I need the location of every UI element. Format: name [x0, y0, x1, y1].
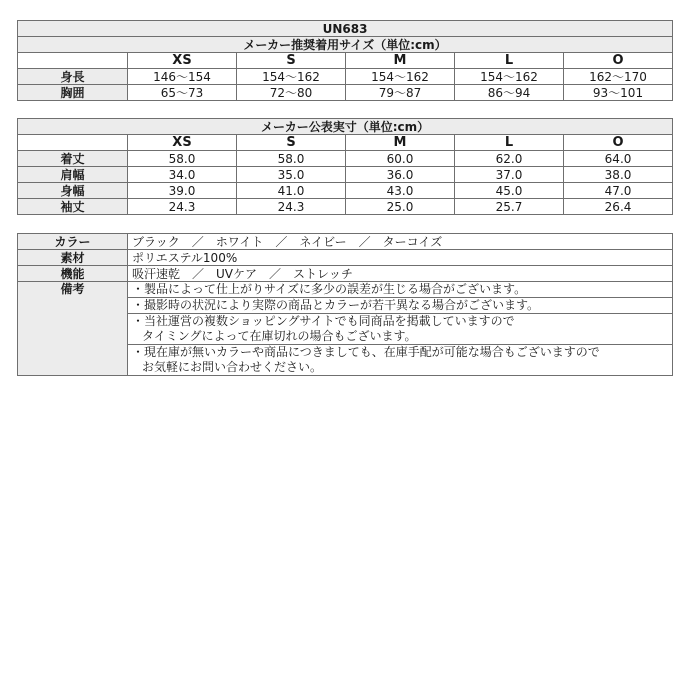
- table-cell: 41.0: [237, 183, 346, 199]
- size-column-header: S: [237, 53, 346, 69]
- color-value: ブラック ／ ホワイト ／ ネイビー ／ ターコイズ: [128, 234, 673, 250]
- measure-table-title: メーカー公表実寸（単位:cm）: [18, 119, 673, 135]
- table-cell: 43.0: [346, 183, 455, 199]
- row-label-body-width: 身幅: [18, 183, 128, 199]
- table-cell: 62.0: [455, 151, 564, 167]
- note-text: ・現在庫が無いカラーや商品につきましても、在庫手配が可能な場合もございますので: [132, 345, 600, 359]
- table-cell: 154～162: [346, 69, 455, 85]
- note-text: ・当社運営の複数ショッピングサイトでも同商品を掲載していますので: [132, 314, 515, 328]
- row-label-height: 身長: [18, 69, 128, 85]
- table-cell: 26.4: [564, 199, 673, 215]
- size-column-header: O: [564, 135, 673, 151]
- size-column-header: L: [455, 135, 564, 151]
- table-cell: 24.3: [237, 199, 346, 215]
- measure-table-corner: [18, 135, 128, 151]
- row-label-sleeve: 袖丈: [18, 199, 128, 215]
- note-text: お気軽にお問い合わせください。: [142, 360, 323, 374]
- note-item: [128, 314, 672, 345]
- table-cell: 58.0: [237, 151, 346, 167]
- note-text: ・製品によって仕上がりサイズに多少の誤差が生じる場合がございます。: [132, 282, 527, 296]
- size-column-header: XS: [128, 135, 237, 151]
- size-column-header: M: [346, 135, 455, 151]
- table-row: [18, 85, 673, 101]
- table-cell: 38.0: [564, 167, 673, 183]
- size-column-header: O: [564, 53, 673, 69]
- note-item: [128, 282, 672, 298]
- recommended-size-table: [17, 20, 673, 101]
- table-cell: 93～101: [564, 85, 673, 101]
- notes-list: [128, 282, 673, 376]
- table-cell: 36.0: [346, 167, 455, 183]
- function-value: 吸汗速乾 ／ UVケア ／ ストレッチ: [128, 266, 673, 282]
- table-cell: 34.0: [128, 167, 237, 183]
- table-cell: 60.0: [346, 151, 455, 167]
- table-cell: 25.7: [455, 199, 564, 215]
- material-value: ポリエステル100%: [128, 250, 673, 266]
- table-row: [18, 151, 673, 167]
- table-row: [18, 234, 673, 250]
- table-cell: 47.0: [564, 183, 673, 199]
- size-column-header: S: [237, 135, 346, 151]
- product-spec-table: [17, 233, 673, 376]
- table-cell: 65～73: [128, 85, 237, 101]
- size-column-header: XS: [128, 53, 237, 69]
- note-item: [128, 298, 672, 314]
- row-label-length: 着丈: [18, 151, 128, 167]
- table-cell: 154～162: [237, 69, 346, 85]
- table-row: [18, 69, 673, 85]
- row-label-shoulder: 肩幅: [18, 167, 128, 183]
- table-cell: 58.0: [128, 151, 237, 167]
- table-cell: 72～80: [237, 85, 346, 101]
- table-cell: 25.0: [346, 199, 455, 215]
- note-text: ・撮影時の状況により実際の商品とカラーが若干異なる場合がございます。: [132, 298, 540, 312]
- color-label: カラー: [18, 234, 128, 250]
- table-cell: 154～162: [455, 69, 564, 85]
- table-row: [18, 250, 673, 266]
- product-code: UN683: [18, 21, 673, 37]
- table-cell: 146～154: [128, 69, 237, 85]
- table-row: [18, 199, 673, 215]
- table-cell: 37.0: [455, 167, 564, 183]
- function-label: 機能: [18, 266, 128, 282]
- actual-measurement-table: [17, 118, 673, 215]
- table-cell: 79～87: [346, 85, 455, 101]
- table-cell: 24.3: [128, 199, 237, 215]
- table-row: [18, 266, 673, 282]
- size-column-header: M: [346, 53, 455, 69]
- table-cell: 45.0: [455, 183, 564, 199]
- notes-label: 備考: [18, 282, 128, 376]
- size-table-title: メーカー推奨着用サイズ（単位:cm）: [18, 37, 673, 53]
- table-cell: 86～94: [455, 85, 564, 101]
- row-label-chest: 胸囲: [18, 85, 128, 101]
- size-table-corner: [18, 53, 128, 69]
- table-row: [18, 167, 673, 183]
- size-column-header: L: [455, 53, 564, 69]
- note-text: タイミングによって在庫切れの場合もございます。: [142, 329, 417, 343]
- table-cell: 39.0: [128, 183, 237, 199]
- table-cell: 64.0: [564, 151, 673, 167]
- table-cell: 162～170: [564, 69, 673, 85]
- note-item: [128, 345, 672, 375]
- table-row: [18, 183, 673, 199]
- table-cell: 35.0: [237, 167, 346, 183]
- table-row: [18, 282, 673, 376]
- material-label: 素材: [18, 250, 128, 266]
